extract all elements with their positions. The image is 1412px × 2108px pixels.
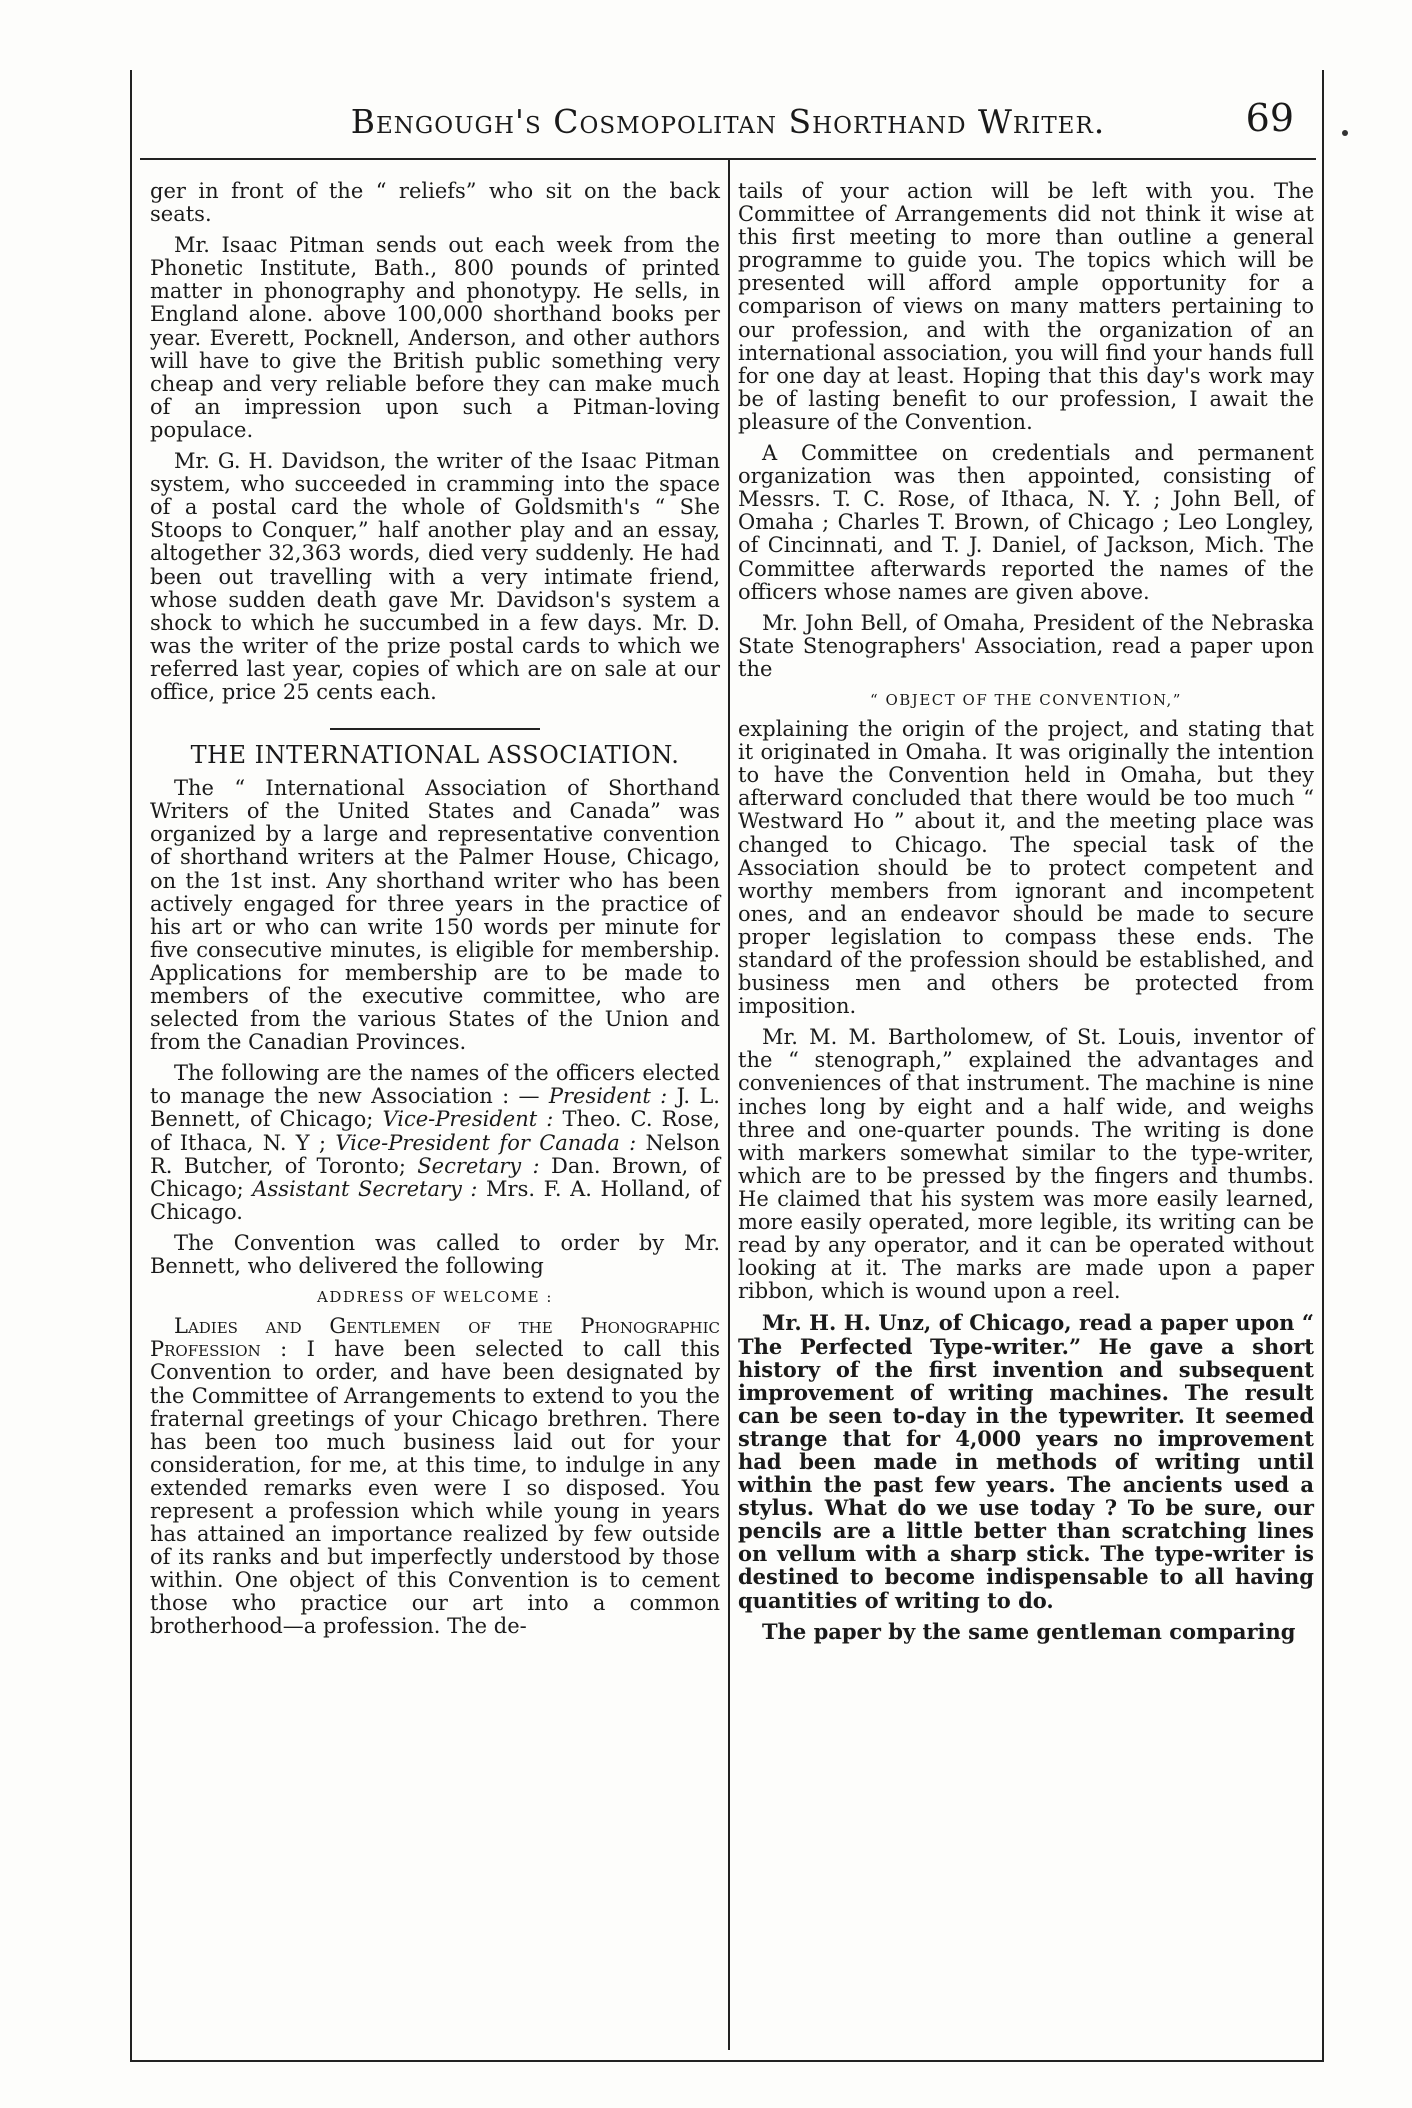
vice-president-name: Theo. C. Rose, of Ithaca, N. Y ; [150,1107,720,1155]
vice-president-canada-label: Vice-President for Canada : [335,1130,646,1155]
paragraph: The “ International Association of Shorthand Writers of the United States and Canada” was organized by a large and representative convention of shorthand writers at the Palmer House, Chicago, on the 1st inst. Any shorthand writer who has been actively engaged for three years in the practice of his art or who can write 150 words per minute for five consecutive minutes, is eligible for membership. Applications for membership are to be made to members of the executive committee, who are selected from the various States of the Union and from the Canadian Provinces. [150,776,720,1055]
object-heading: “ OBJECT OF THE CONVENTION,” [870,690,1182,709]
column-divider [728,160,730,2050]
paragraph: Mr. John Bell, of Omaha, President of the Nebraska State Stenographers' Association, read a paper upon the [738,610,1314,681]
paragraph: A Committee on credentials and permanent organization was then appointed, consisting of Messrs. T. C. Rose, of Ithaca, N. Y. ; John Bell, of Omaha ; Charles T. Brown, of Chicago ; Leo Longley, of Cincinnati, and T. J. Daniel, of Jackson, Mich. The Committee afterwards reported the names of the officers whose names are given above. [738,441,1314,604]
president-label: President : [548,1084,677,1109]
officers-paragraph [150,1062,720,1224]
margin-dot [1342,130,1348,136]
paragraph: Mr. G. H. Davidson, the writer of the Isaac Pitman system, who succeeded in cramming into the space of a postal card the whole of Goldsmith's “ She Stoops to Conquer,” half another play and an essay, altogether 32,363 words, died very suddenly. He had been out travelling with a very intimate friend, whose sudden death gave Mr. Davidson's system a shock to which he succumbed in a few days. Mr. D. was the writer of the prize postal cards to which we referred last year, copies of which are on sale at our office, price 25 cents each. [150,449,720,704]
paragraph: Mr. Isaac Pitman sends out each week from the Phonetic Institute, Bath., 800 pounds of printed matter in phonography and phonotypy. He sells, in England alone. above 100,000 shorthand books per year. Everett, Pocknell, Anderson, and other authors will have to give the British public something very cheap and very reliable before they can make much of an impression upon such a Pitman-loving populace. [150,233,720,442]
right-column [738,180,1314,1651]
left-column [150,180,720,1647]
page-header [140,96,1316,160]
assistant-secretary-label: Assistant Secretary : [252,1176,487,1201]
page-number: 69 [1245,96,1294,140]
paragraph: The paper by the same gentleman comparing [762,1618,1296,1644]
assistant-secretary-name: Mrs. F. A. Holland, of Chicago. [150,1176,720,1224]
paragraph: Mr. H. H. Unz, of Chicago, read a paper upon “ The Perfected Type-writer.” He gave a short history of the first invention and subsequent improvement of writing machines. The result can be seen to-day in the typewriter. It seemed strange that for 4,000 years no improvement had been made in methods of writing until within the past few years. The ancients used a stylus. What do we use today ? To be sure, our pencils are a little better than scratching lines on vellum with a sharp stick. The type-writer is destined to become indispensable to all having quantities of writing to do. [738,1310,1314,1613]
president-name: J. L. Bennett, of Chicago; [150,1084,720,1132]
vice-president-label: Vice-President : [382,1107,563,1132]
paragraph: The Convention was called to order by Mr. Bennett, who delivered the following [150,1230,720,1279]
address-paragraph [150,1315,720,1638]
address-body: I have been selected to call this Convention to order, and have been designated by the Committee of Arrangements to extend to you the fraternal greetings of your Chicago brethren. There has been too much business laid out for your consideration, for me, at this time, to indulge in any extended remarks even were I so disposed. You represent a profession which while young in years has attained an importance realized by few outside of its ranks and but imperfectly understood by those within. One object of this Convention is to cement those who practice our art into a common brotherhood—a profession. The de- [150,1337,720,1639]
paragraph: ger in front of the “ reliefs” who sit on the back seats. [150,179,720,227]
secretary-name: Dan. Brown, of Chicago; [150,1153,720,1201]
running-title: Bengough's Cosmopolitan Shorthand Writer. [350,102,1106,141]
section-heading: THE INTERNATIONAL ASSOCIATION. [190,741,680,770]
address-salutation: Ladies and Gentlemen of the Phonographic Profession : [150,1314,720,1362]
section-divider [330,728,540,730]
officers-intro: The following are the names of the officers elected to manage the new Association : — [150,1061,720,1109]
paragraph: Mr. M. M. Bartholomew, of St. Louis, inventor of the “ stenograph,” explained the advantages and conveniences of that instrument. The machine is nine inches long by eight and a half wide, and weighs three and one-quarter pounds. The writing is done with markers somewhat similar to the type-writer, which are to be pressed by the fingers and thumbs. He claimed that his system was more easily learned, more easily operated, more legible, its writing can be read by any operator, and it can be operated without looking at it. The marks are made upon a paper ribbon, which is wound upon a reel. [738,1025,1314,1304]
paragraph: explaining the origin of the project, and stating that it originated in Omaha. It was originally the intention to have the Convention held in Omaha, but they afterward concluded that there would be too much “ Westward Ho ” about it, and the meeting place was changed to Chicago. The special task of the Association should be to protect competent and worthy members from ignorant and incompetent ones, and an endeavor should be made to secure proper legislation to compass these ends. The standard of the profession should be established, and business men and others be protected from imposition. [738,717,1314,1019]
paragraph: tails of your action will be left with you. The Committee of Arrangements did not think it wise at this first meeting to more than outline a general programme to guide you. The topics which will be presented will afford ample opportunity for a comparison of views on many matters pertaining to our profession, and with the organization of an international association, you will find your hands full for one day at least. Hoping that this day's work may be of lasting benefit to our profession, I await the pleasure of the Convention. [738,179,1314,434]
address-heading: ADDRESS OF WELCOME : [317,1288,553,1307]
secretary-label: Secretary : [417,1153,551,1178]
vice-president-canada-name: Nelson R. Butcher, of Toronto; [150,1130,720,1178]
